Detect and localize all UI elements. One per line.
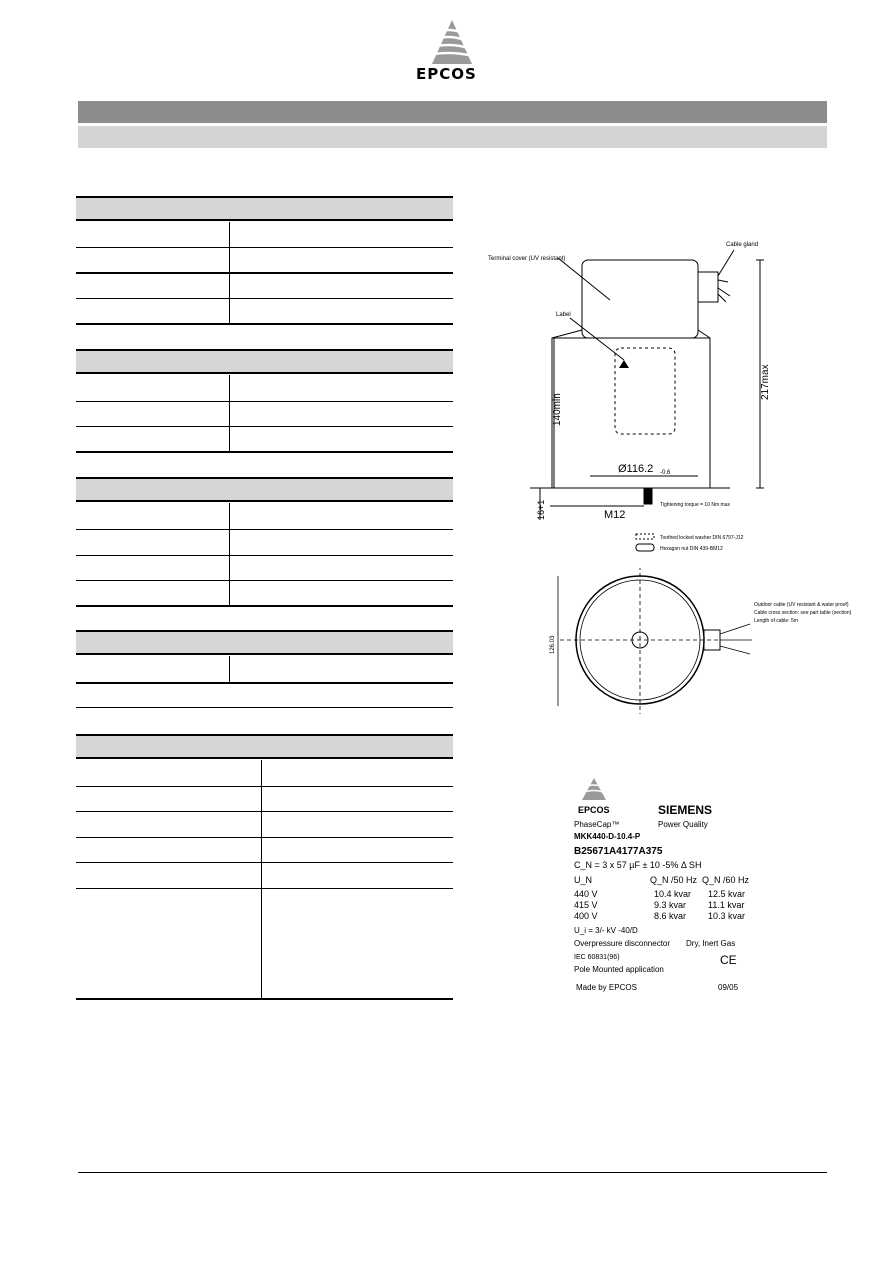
top-view-drawing [540, 568, 870, 718]
rating-voltage: 415 V [574, 900, 598, 910]
nameplate-partner: SIEMENS [658, 803, 713, 817]
nameplate-disconnector: Overpressure disconnector [574, 939, 671, 948]
epcos-logo [410, 18, 490, 88]
nameplate-made-by: Made by EPCOS [576, 983, 637, 992]
diameter-tolerance: -0.6 [660, 470, 671, 476]
row-divider [76, 837, 453, 838]
washer-note: Toothed locked washer DIN 6797-J12 [660, 535, 744, 541]
rating-q60: 11.1 kvar [708, 900, 745, 910]
row-divider [76, 888, 453, 889]
nameplate-fill: Dry, Inert Gas [686, 939, 736, 948]
nameplate-application: Pole Mounted application [574, 965, 664, 974]
row-divider [76, 862, 453, 863]
subheader-bar [78, 126, 827, 148]
column-divider [229, 656, 230, 683]
label-note: Label [556, 312, 571, 318]
row-divider [76, 298, 453, 299]
brand-name: EPCOS [416, 65, 477, 83]
cable-gland-note: Cable gland [726, 242, 759, 248]
row-divider [76, 555, 453, 556]
nameplate-order-code: B25671A4177A375 [574, 846, 663, 857]
rating-voltage: 400 V [574, 911, 598, 921]
nameplate-header-un: U_N [574, 875, 593, 885]
table-header [76, 734, 453, 759]
diameter-dimension: Ø116.2 [618, 463, 654, 475]
row-divider [76, 247, 453, 248]
cable-note-1: Outdoor cable (UV resistant & water proof) [754, 602, 849, 608]
nameplate-header-qn60: Q_N /60 Hz [702, 875, 750, 885]
nameplate-product-line: PhaseCap™ [574, 820, 620, 829]
inner-dimension: 126.03 [550, 635, 556, 654]
row-divider [76, 786, 453, 787]
nameplate-header-qn50: Q_N /50 Hz [650, 875, 698, 885]
nameplate-partner-line: Power Quality [658, 820, 708, 829]
rating-voltage: 440 V [574, 889, 598, 899]
ce-mark-icon: CE [720, 953, 737, 967]
rating-q50: 10.4 kvar [654, 889, 692, 899]
rating-q50: 8.6 kvar [654, 911, 687, 921]
table-header [76, 196, 453, 221]
side-view-drawing [470, 230, 800, 560]
row-divider [76, 682, 453, 684]
nut-note: Hexagon nut DIN 439-BM12 [660, 546, 723, 552]
stud-thread-label: M12 [604, 509, 626, 521]
rating-q60: 12.5 kvar [708, 889, 746, 899]
footer-divider [78, 1172, 827, 1173]
nameplate-capacitance: C_N = 3 x 57 µF ± 10 -5% Δ SH [574, 860, 702, 870]
cable-note-3: Length of cable: 5m [754, 618, 798, 624]
nameplate-standard: IEC 60831(96) [574, 954, 620, 961]
row-divider [76, 580, 453, 581]
nameplate [566, 776, 766, 996]
table-header [76, 630, 453, 655]
row-divider [76, 605, 453, 607]
rating-q60: 10.3 kvar [708, 911, 746, 921]
nameplate-model: MKK440-D-10.4-P [574, 832, 641, 841]
column-divider [229, 375, 230, 452]
row-divider [76, 451, 453, 453]
row-divider [76, 323, 453, 325]
nameplate-brand: EPCOS [578, 805, 610, 815]
rating-q50: 9.3 kvar [654, 900, 687, 910]
row-divider [76, 998, 453, 1000]
row-divider [76, 272, 453, 274]
nameplate-date: 09/05 [718, 983, 739, 992]
header-bar [78, 101, 827, 123]
row-divider [76, 529, 453, 530]
row-divider [76, 426, 453, 427]
column-divider [261, 760, 262, 999]
row-divider [76, 401, 453, 402]
nameplate-insulation: U_i = 3/- kV -40/D [574, 926, 638, 935]
height-min-dimension: 140min [552, 393, 563, 426]
cable-note-2: Cable cross section: see part table (section) [754, 610, 852, 616]
stud-length-dimension: 16+1 [536, 499, 546, 520]
column-divider [229, 503, 230, 606]
row-divider [76, 811, 453, 812]
tightening-note: Tightening torque = 10 Nm max [660, 502, 730, 508]
column-divider [229, 222, 230, 324]
table-header [76, 349, 453, 374]
table-header [76, 477, 453, 502]
row-divider [76, 707, 453, 708]
height-max-dimension: 217max [760, 364, 771, 400]
terminal-cover-note: Terminal cover (UV resistant) [488, 256, 566, 262]
nameplate-logo-icon [582, 778, 606, 800]
